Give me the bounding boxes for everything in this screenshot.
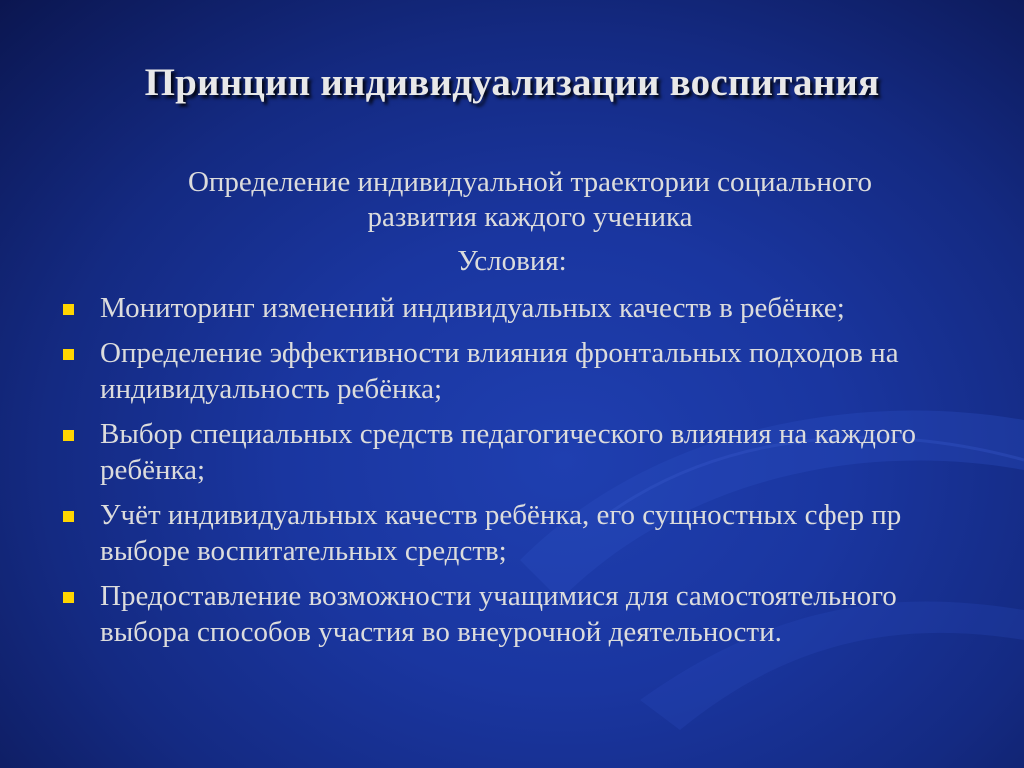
square-bullet-icon xyxy=(63,430,74,441)
lead-line-1: Определение индивидуальной траектории социального xyxy=(187,166,873,198)
list-item xyxy=(60,416,980,488)
lead-line-2: развития каждого ученика xyxy=(367,201,693,233)
list-item xyxy=(60,497,980,569)
square-bullet-icon xyxy=(63,511,74,522)
list-item-text: Определение эффективности влияния фронтальных подходов на индивидуальность ребёнка; xyxy=(100,337,899,405)
list-item-text: Предоставление возможности учащимися для самостоятельного выбора способов участия во внеурочной деятельности. xyxy=(100,580,897,648)
list-item xyxy=(60,578,980,650)
list-item-text: Учёт индивидуальных качеств ребёнка, его сущностных сфер пр выборе воспитательных средств; xyxy=(100,499,916,567)
list-item-text: Выбор специальных средств педагогического влияния на каждого ребёнка; xyxy=(100,418,917,486)
conditions-list xyxy=(60,290,980,659)
slide-title: Принцип индивидуализации воспитания xyxy=(144,61,880,104)
square-bullet-icon xyxy=(63,592,74,603)
square-bullet-icon xyxy=(63,304,74,315)
list-item-text: Мониторинг изменений индивидуальных качеств в ребёнке; xyxy=(100,292,845,324)
conditions-label: Условия: xyxy=(457,245,567,277)
lead-text xyxy=(100,165,960,235)
square-bullet-icon xyxy=(63,349,74,360)
list-item xyxy=(60,335,980,407)
list-item xyxy=(60,290,980,326)
